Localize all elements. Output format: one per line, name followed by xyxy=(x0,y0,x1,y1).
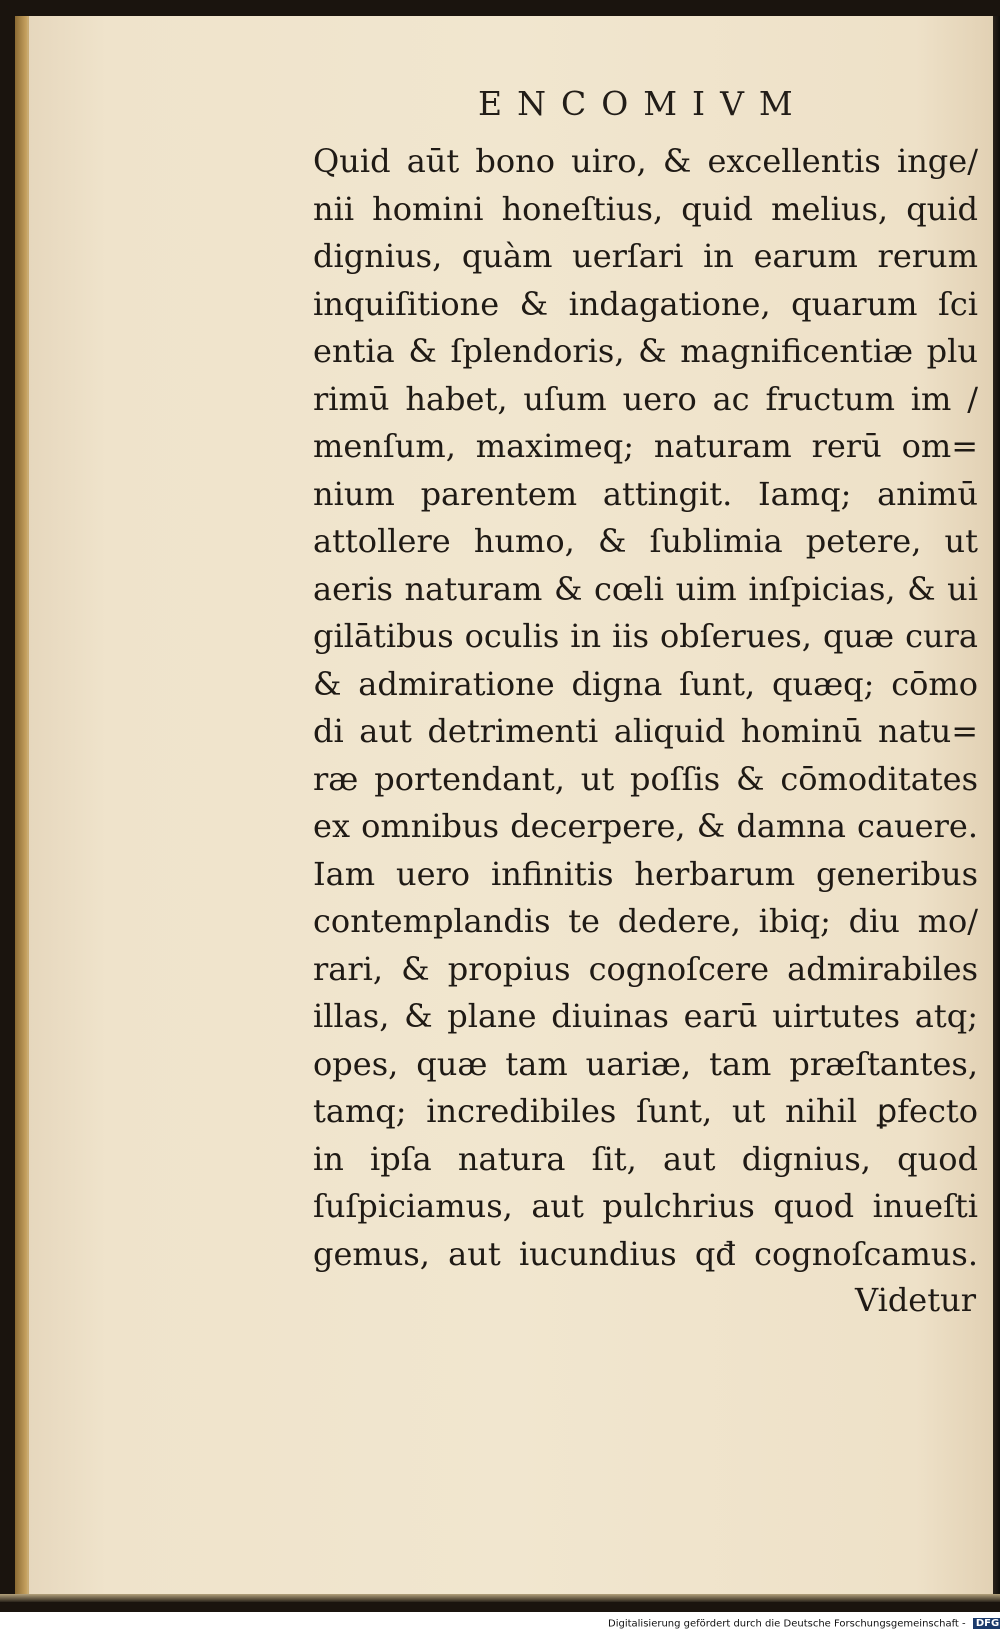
body-text xyxy=(313,138,978,1278)
dfg-logo: DFG xyxy=(973,1618,1000,1629)
text-line: di aut detrimenti aliquid hominū natu= xyxy=(313,712,978,750)
text-line: Quid aūt bono uiro, & excellentis inge/ xyxy=(313,142,978,180)
text-line: aeris naturam & cœli uim inſpicias, & ui xyxy=(313,569,978,608)
text-line: ræ portendant, ut poſſis & cōmoditates xyxy=(313,759,978,798)
text-line: illas, & plane diuinas earū uirtutes atq; xyxy=(313,997,978,1035)
text-line: ſuſpiciamus, aut pulchrius quod inueſti xyxy=(313,1187,978,1225)
text-line: entia & ſplendoris, & magnificentiæ plu xyxy=(313,332,978,370)
text-line: inquiſitione & indagatione, quarum ſci xyxy=(313,284,978,323)
running-head: ENCOMIVM xyxy=(478,84,808,123)
text-line: menſum, maximeq; naturam rerū om= xyxy=(313,427,978,465)
text-line: ex omnibus decerpere, & damna cauere. xyxy=(313,807,978,845)
text-line: rari, & propius cognoſcere admirabiles xyxy=(313,949,978,988)
text-line: gilātibus oculis in iis obſerues, quæ cura xyxy=(313,617,978,655)
text-line: nii homini honeſtius, quid melius, quid xyxy=(313,189,978,228)
text-line: & admiratione digna ſunt, quæq; cōmo xyxy=(313,664,978,703)
text-line: tamq; incredibiles ſunt, ut nihil ꝑfecto xyxy=(313,1092,978,1130)
text-line: Iam uero infinitis herbarum generibus xyxy=(313,854,978,893)
text-line: dignius, quàm uerſari in earum rerum xyxy=(313,237,978,275)
text-line: nium parentem attingit. Iamq; animū xyxy=(313,474,978,513)
page-bottom-edge xyxy=(0,1594,1000,1602)
text-line: contemplandis te dedere, ibiq; diu mo/ xyxy=(313,902,978,940)
text-line: in ipſa natura ſit, aut dignius, quod xyxy=(313,1139,978,1178)
text-line: attollere humo, & ſublimia petere, ut xyxy=(313,522,978,560)
catchword: Videtur xyxy=(855,1281,976,1319)
text-line: rimū habet, uſum uero ac fructum im / xyxy=(313,379,978,418)
text-line: opes, quæ tam uariæ, tam præſtantes, xyxy=(313,1044,978,1083)
text-line: gemus, aut iucundius qđ cognoſcamus. xyxy=(313,1234,978,1273)
digitization-credit xyxy=(608,1618,1000,1630)
credit-text: Digitalisierung gefördert durch die Deutsche Forschungsgemeinschaft - xyxy=(608,1618,966,1630)
